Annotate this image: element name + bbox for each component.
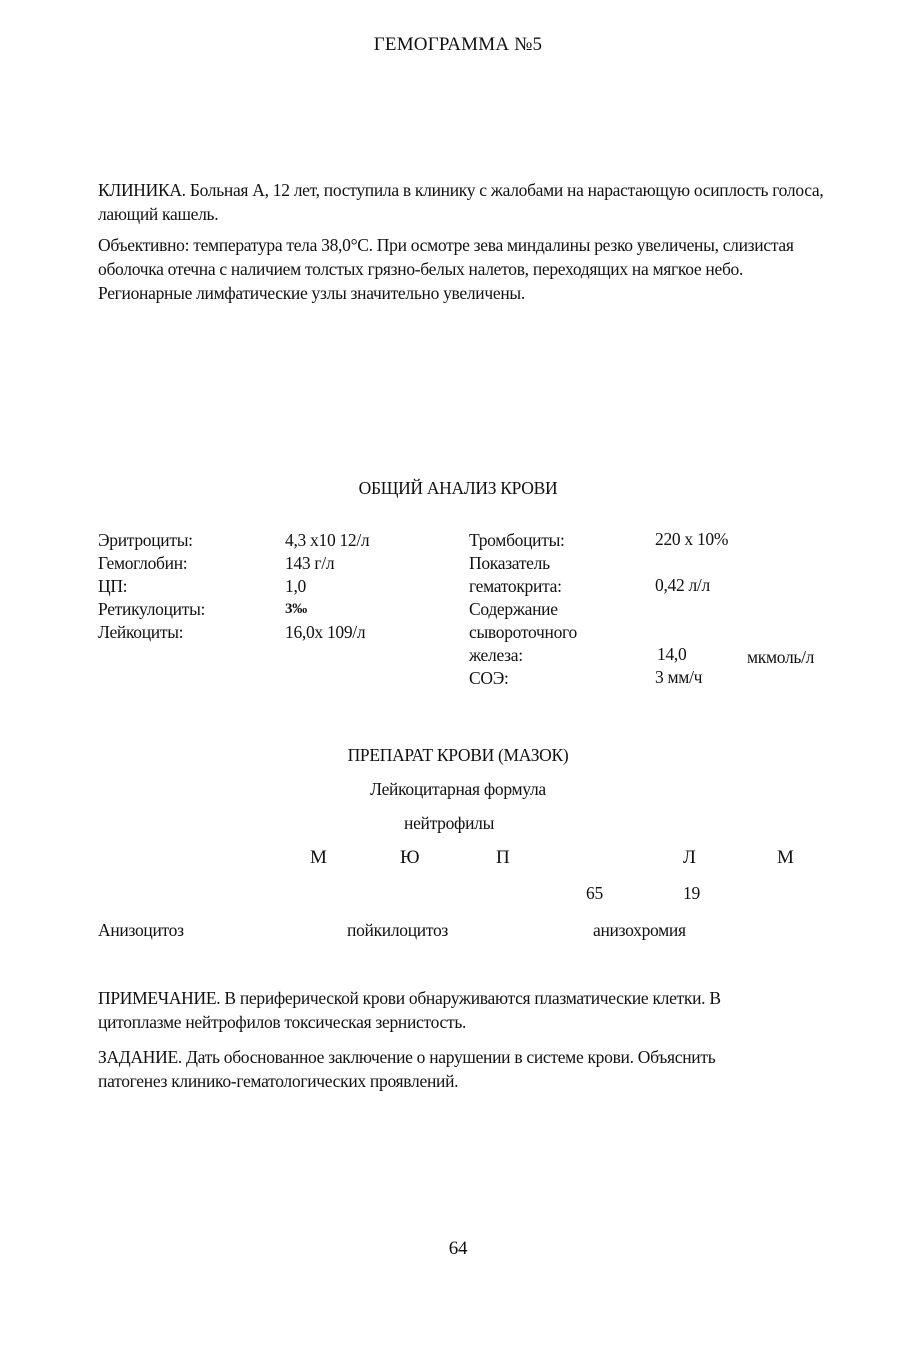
col-lymphocytes: Л xyxy=(683,847,696,868)
blood-left-values xyxy=(285,529,369,644)
page-title: ГЕМОГРАММА №5 xyxy=(373,34,543,55)
label-leukocytes: Лейкоциты: xyxy=(98,622,184,642)
label-erythrocytes: Эритроциты: xyxy=(98,530,193,550)
neutrophils-label: нейтрофилы xyxy=(404,813,495,833)
value-hemoglobin: 143 г/л xyxy=(285,553,335,573)
label-iron-3: железа: xyxy=(469,645,523,665)
morph-poikilocytosis: пойкилоцитоз xyxy=(347,920,449,940)
note-paragraph: ПРИМЕЧАНИЕ. В периферической крови обнаруживаются плазматические клетки. В цитоплазме нейтрофилов токсическая зернистость. xyxy=(98,988,721,1032)
value-leukocytes: 16,0х 109/л xyxy=(285,622,366,642)
label-hemoglobin: Гемоглобин: xyxy=(98,553,188,573)
value-erythrocytes: 4,3 х10 12/л xyxy=(285,530,370,550)
label-iron-1: Содержание xyxy=(469,599,558,619)
value-platelets: 220 х 10% xyxy=(655,529,729,549)
col-monocytes: М xyxy=(777,847,794,868)
page-number: 64 xyxy=(448,1238,468,1259)
unit-iron: мкмоль/л xyxy=(747,647,815,667)
label-platelets: Тромбоциты: xyxy=(469,530,565,550)
value-segmented: 65 xyxy=(586,883,603,903)
morph-anisochromia: анизохромия xyxy=(593,920,686,940)
clinic-paragraph: КЛИНИКА. Больная А, 12 лет, поступила в клинику с жалобами на нарастающую осиплость голоса, лающий кашель. xyxy=(98,180,824,224)
objective-paragraph: Объективно: температура тела 38,0°С. При осмотре зева миндалины резко увеличены, слизистая оболочка отечна с наличием толстых грязно-белых налетов, переходящих на мягкое небо. Регионарные лимфатические узлы значительно увеличены. xyxy=(98,235,794,303)
value-esr: 3 мм/ч xyxy=(655,667,703,687)
label-reticulocytes: Ретикулоциты: xyxy=(98,599,206,619)
value-iron: 14,0 xyxy=(657,644,687,664)
col-band: П xyxy=(496,847,510,868)
label-hematocrit-1: Показатель xyxy=(469,553,550,573)
blood-analysis-heading: ОБЩИЙ АНАЛИЗ КРОВИ xyxy=(358,478,558,498)
col-young: Ю xyxy=(400,847,420,868)
label-hematocrit-2: гематокрита: xyxy=(469,576,562,596)
value-lymphocytes: 19 xyxy=(683,883,700,903)
leukocyte-formula-heading: Лейкоцитарная формула xyxy=(370,779,546,799)
col-metamyelocyte: М xyxy=(310,847,327,868)
morph-anisocytosis: Анизоцитоз xyxy=(98,920,184,940)
value-hematocrit: 0,42 л/л xyxy=(655,575,710,595)
label-color-index: ЦП: xyxy=(98,576,128,596)
value-color-index: 1,0 xyxy=(285,576,306,596)
label-iron-2: сывороточного xyxy=(469,622,577,642)
blood-right-labels xyxy=(469,529,577,690)
blood-left-labels xyxy=(98,529,205,644)
label-esr: СОЭ: xyxy=(469,668,509,688)
value-reticulocytes: 3‰ xyxy=(285,601,307,617)
smear-heading: ПРЕПАРАТ КРОВИ (МАЗОК) xyxy=(347,745,569,765)
task-paragraph: ЗАДАНИЕ. Дать обоснованное заключение о нарушении в системе крови. Объяснить патогенез клинико-гематологических проявлений. xyxy=(98,1047,716,1091)
